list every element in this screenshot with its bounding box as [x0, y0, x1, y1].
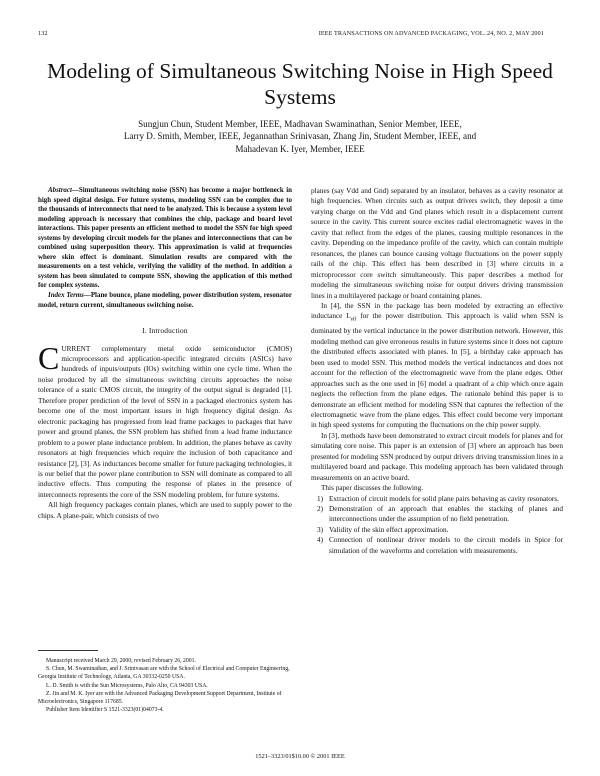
list-number: 4)	[317, 536, 324, 545]
copyright-footer: 1521–3323/01$10.00 © 2001 IEEE	[255, 753, 345, 760]
body-paragraph: planes (say Vdd and Gnd) separated by an insulator, behaves as a cavity resonator at high frequencies. When circuits such as output drivers switch, they deposit a time varying charge on the Vdd and Gnd planes which result in a displacement current source in the cavity. This current source excites radial electromagnetic waves in the cavity that reflect from the edges of the planes, causing multiple resonances in the cavity. Depending on the impedance profile of the cavity, which can contain multiple resonances, the planes can bounce causing voltage fluctuations on the power supply rails of the chip. This effect has been described in [3] where circuits in a microprocessor core switch simultaneously. This paper describes a method for modeling the simultaneous switching noise for output drivers driving transmission lines in a multilayered package or board containing planes.	[311, 187, 563, 300]
list-text: Extraction of circuit models for solid plane pairs behaving as cavity resonators.	[329, 494, 559, 503]
contribution-list	[311, 494, 563, 557]
author-list	[40, 118, 560, 155]
author-line: Mahadevan K. Iyer, Member, IEEE	[235, 143, 365, 154]
footnote: L. D. Smith is with the Sun Microsystems, Palo Alto, CA 94303 USA.	[46, 682, 208, 689]
footnote-rule	[38, 650, 98, 651]
list-item	[311, 535, 563, 556]
list-number: 2)	[317, 505, 324, 514]
footnote: Publisher Item Identifier S 1521-3323(01)04073-4.	[46, 707, 164, 714]
body-paragraph	[311, 301, 563, 431]
right-column	[311, 186, 563, 556]
list-item	[311, 504, 563, 525]
abstract	[38, 186, 292, 291]
list-item	[311, 494, 563, 504]
body-paragraph: All high frequency packages contain planes, which are used to supply power to the chips. A plane-pair, which consists of two	[38, 501, 292, 520]
body-paragraph: This paper discusses the following.	[321, 484, 424, 493]
list-number: 3)	[317, 525, 324, 534]
section-heading: I. Introduction	[142, 326, 188, 336]
paper-title: Modeling of Simultaneous Switching Noise in High Speed Systems	[47, 59, 553, 109]
intro-text: URRENT complementary metal oxide semiconductor (CMOS) microprocessors and application-specific integrated circuits (ASICs) have hundreds of inputs/outputs (IOs) switching within one cycle time. When the noise produced by all the simultaneous switching circuits approaches the noise tolerance of a static CMOS circuit, the integrity of the output signal is degraded [1]. Therefore proper prediction of the level of SSN in a packaged electronics system has become one of the most important issues in high frequency digital design. As electronic packaging has progressed from lead frame packages to packages that have power and ground planes, the SSN problem has shifted from a lead frame inductance problem to a power plane inductance problem. In addition, the planes behave as cavity resonators at high frequencies which require the inclusion of both capacitance and resistance [2], [3]. As inductances become smaller for future packaging technologies, it is our belief that the power plane contribution to SSN will dominate as compared to all inductive effects. Thus computing the response of planes in the presence of interconnects represents the core of the SSN modeling problem, for future systems.	[38, 344, 292, 499]
index-terms	[38, 291, 292, 310]
list-text: Validity of the skin effect approximation.	[329, 525, 449, 534]
list-number: 1)	[317, 494, 324, 503]
left-column	[38, 186, 292, 521]
index-terms-text: Plane bounce, plane modeling, power distribution system, resonator model, return current, simultaneous switching noise.	[38, 291, 292, 309]
text-run: for the power distribution. This approach is valid when SSN is dominated by the vertical inductance in the power distribution network. However, this modeling method can give erroneous results in future systems since it does not capture the distributed effects associated with planes. In [5], a birthday cake approach has been used to model SSN. This method models the vertical inductances and does not account for the reflection of the electromagnetic wave from the plane edges. Other approaches such as the one used in [6] model a quadrant of a chip which once again neglects the reflection from the plane edges. The rationale behind this paper is to demonstrate an efficient method for modeling SSN that captures the reflection of the electromagnetic wave from the plane edges. This effect could become very important in high speed systems for computing the fluctuations on the chip power supply.	[311, 312, 563, 430]
author-line: Larry D. Smith, Member, IEEE, Jegannathan Srinivasan, Zhang Jin, Student Member, IEEE, and	[123, 131, 477, 142]
footnote: Z. Jin and M. K. Iyer are with the Advanced Packaging Development Support Department, Institute of Microelectronics, Singapore 117685.	[38, 690, 282, 706]
list-text: Connection of nonlinear driver models to the circuit models in Spice for simulation of the waveforms and correlation with measurements.	[329, 536, 563, 555]
running-header	[38, 30, 544, 37]
author-line: Sungjun Chun, Student Member, IEEE, Madhavan Swaminathan, Senior Member, IEEE,	[138, 119, 462, 129]
list-item	[311, 525, 563, 535]
footnote: Manuscript received March 29, 2000; revised February 26, 2001.	[46, 658, 196, 664]
intro-paragraph	[38, 339, 292, 501]
footnote: S. Chun, M. Swaminathan, and J. Srinivasan are with the School of Electrical and Computer Engineering, Georgia Institute of Technology, Atlanta, GA 30332-0250 USA.	[38, 666, 290, 681]
text-run: In [4], the SSN in the package has been modeled by extracting an effective inductance L	[311, 301, 563, 321]
index-terms-label: Index Terms—	[48, 291, 91, 300]
drop-cap: C	[38, 339, 60, 376]
body-paragraph: In [3], methods have been demonstrated to extract circuit models for planes and for simulating core noise. This paper is an extension of [3] where an approach has been presented for modeling SSN produced by output drivers driving transmission lines in a multilayered board and package. This modeling approach has been validated through measurements on an active board.	[311, 431, 563, 482]
list-text: Demonstration of an approach that enables the stacking of planes and interconnections under the assumption of no field penetration.	[329, 505, 563, 524]
journal-name: IEEE TRANSACTIONS ON ADVANCED PACKAGING, VOL. 24, NO. 2, MAY 2001	[318, 30, 544, 37]
subscript: eff	[350, 317, 357, 323]
page-number: 132	[38, 30, 48, 37]
abstract-text: Simultaneous switching noise (SSN) has become a major bottleneck in high speed digital design. For future systems, modeling SSN can be complex due to the thousands of interconnects that need to be analyzed. This is because a system level modeling approach is necessary that combines the chip, package and board level interactions. This paper presents an efficient method to model the SSN for high speed systems by developing circuit models for the planes and interconnections that can be combined using superposition theory. This approximation is valid at frequencies where skin effect is dominant. Simulation results are compared with the measurements on a test vehicle, verifying the validity of the method. In addition a system has been simulated to compute SSN, showing the application of this method for complex systems.	[38, 186, 292, 290]
footnotes	[38, 657, 292, 714]
abstract-label: Abstract—	[48, 186, 79, 194]
